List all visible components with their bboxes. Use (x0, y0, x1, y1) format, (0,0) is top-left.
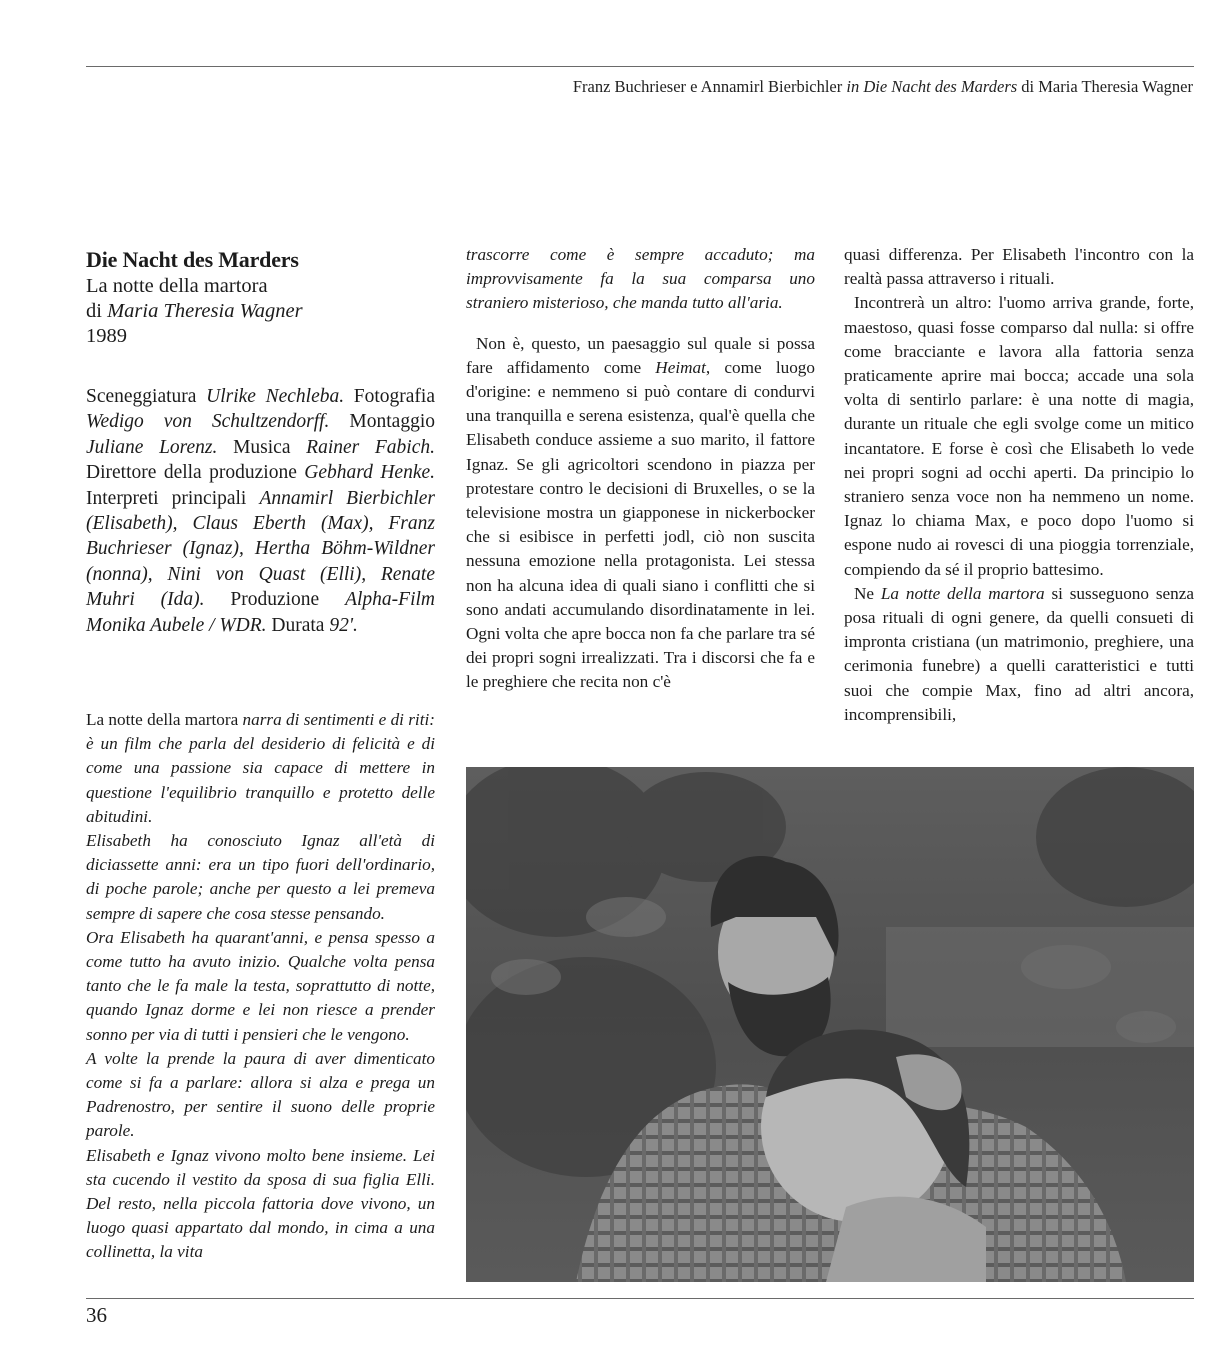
credit-role: Durata (266, 614, 330, 636)
paragraph-text: Non è, questo, un paesaggio sul quale si possa fare affidamento come (466, 333, 815, 377)
film-title: Die Nacht des Marders (86, 247, 299, 272)
film-director: Maria Theresia Wagner (107, 300, 303, 322)
text-column-2 (466, 243, 815, 695)
credit-value: Juliane Lorenz. (86, 436, 218, 458)
paragraph: trascorre come è sempre accaduto; ma improvvisamente fa la sua comparsa uno straniero misterioso, che manda tutto all'aria. (466, 245, 815, 313)
page-number: 36 (86, 1303, 107, 1327)
caption-director: di Maria Theresia Wagner (1021, 77, 1193, 96)
film-title-mention: La notte della martora (880, 583, 1045, 603)
paragraph (86, 708, 435, 829)
credit-role: Musica (217, 436, 307, 458)
credit-role: Produzione (204, 589, 346, 611)
top-rule (86, 66, 1194, 67)
credit-role: Interpreti principali (86, 487, 260, 509)
paragraph: Elisabeth ha conosciuto Ignaz all'età di diciassette anni: era un tipo fuori dell'ordinario, di poche parole; anche per questo a lei premeva sempre di sapere che cosa stesse pensando. (86, 831, 435, 923)
heimat-term: Heimat (655, 357, 706, 377)
film-subtitle: La notte della martora (86, 275, 268, 297)
credit-role: Direttore della produzione (86, 462, 305, 484)
credit-value: Rainer Fabich. (306, 436, 436, 458)
paragraph: A volte la prende la paura di aver dimenticato come si fa a parlare: allora si alza e prega un Padrenostro, per sentire il suono delle proprie parole. (86, 1048, 435, 1141)
paragraph-text: Ne (854, 583, 881, 603)
film-still-illustration (466, 767, 1194, 1282)
credit-role: Sceneggiatura (86, 386, 207, 407)
film-title-block (86, 246, 446, 349)
text-column-3 (844, 243, 1194, 727)
paragraph: quasi differenza. Per Elisabeth l'incontro con la realtà passa attraverso i rituali. (844, 245, 1194, 289)
film-still-photo (466, 767, 1194, 1282)
paragraph: Elisabeth e Ignaz vivono molto bene insieme. Lei sta cucendo il vestito da sposa di sua figlia Elli. Del resto, nella piccola fattoria dove vivono, un luogo quasi appartato dal mondo, in cima a una collinetta, la vita (86, 1145, 435, 1262)
photo-caption (573, 77, 1193, 97)
credit-value: Alpha-Film Monika Aubele / WDR. (86, 589, 435, 636)
paragraph (844, 582, 1194, 727)
caption-names: Franz Buchrieser e Annamirl Bierbichler (572, 77, 843, 96)
text-column-1 (86, 708, 435, 1265)
film-credits (86, 384, 435, 638)
film-director-line (86, 299, 446, 324)
credit-role: Fotografia (344, 386, 435, 407)
paragraph: Incontrerà un altro: l'uomo arriva grande, forte, maestoso, quasi fosse comparso dal nulla: si offre come bracciante e lavora alla fattoria senza praticamente aprire mai bocca; accade una sola volta di sentirlo parlare: è una notte di magia, durante un rituale che egli svolge come un mitico incantatore. E forse è così che Elisabeth lo vede nei propri sogni ad occhi aperti. Da principio lo straniero senza voce non ha nemmeno un nome. Ignaz lo chiama Max, e poco dopo l'uomo si espone nudo ai rovesci di una pioggia torrenziale, compiendo da sé il proprio battesimo. (844, 293, 1194, 579)
credit-value: 92'. (329, 614, 358, 636)
bottom-rule (86, 1298, 1194, 1299)
paragraph-text: narra di sentimenti e di riti: è un film che parla del desiderio di felicità e di come una passione sia capace di mettere in questione l'equilibrio tranquillo e protetto delle abitudini. (86, 710, 435, 826)
film-year: 1989 (86, 325, 127, 347)
credit-value: Gebhard Henke. (304, 462, 436, 484)
paragraph-text: si susseguono senza posa rituali di ogni genere, da quelli consueti di impronta cristiana (un matrimonio, preghiere, una cerimonia funebre) a quelli caratteristici e tutti suoi che compie Max, fino ad altri ancora, incomprensibili, (844, 583, 1194, 724)
paragraph-text: , come luogo d'origine: e nemmeno si può contare di condurvi una tranquilla e serena esistenza, qual'è quella che Elisabeth conduce assieme a suo marito, il fattore Ignaz. Se gli agricoltori scendono in piazza per protestare contro le decisioni di Bruxelles, o se la televisione mostra un giapponese in nickerbocker che si esibisce in perfetti jodl, ciò non suscita nessuna emozione nella protagonista. Lei stessa non ha alcuna idea di quali siano i conflitti che si sono andati accumulando disordinatamente in lei. Ogni volta che apre bocca non fa che parlare tra sé dei propri sogni irrealizzati. Tra i discorsi che fa e le preghiere che recita non c'è (466, 357, 815, 692)
director-prefix: di (86, 300, 102, 322)
film-title-mention: La notte della martora (86, 710, 239, 729)
paragraph (466, 332, 815, 695)
caption-film-title: in Die Nacht des Marders (846, 77, 1018, 96)
paragraph: Ora Elisabeth ha quarant'anni, e pensa spesso a come tutto ha avuto inizio. Qualche volta pensa tanto che le fa male la testa, soprattutto di notte, quando Ignaz dorme e lei non riesce a prender sonno per via di tutti i pensieri che le vengono. (86, 927, 435, 1044)
credit-value: Annamirl Bierbichler (Elisabeth), Claus Eberth (Max), Franz Buchrieser (Ignaz), Hertha Böhm-Wildner (nonna), Nini von Quast (Elli), Renate Muhri (Ida). (86, 487, 435, 611)
credit-value: Wedigo von Schultzendorff. (86, 411, 330, 433)
credit-value: Ulrike Nechleba. (206, 386, 345, 407)
credit-role: Montaggio (329, 411, 435, 433)
